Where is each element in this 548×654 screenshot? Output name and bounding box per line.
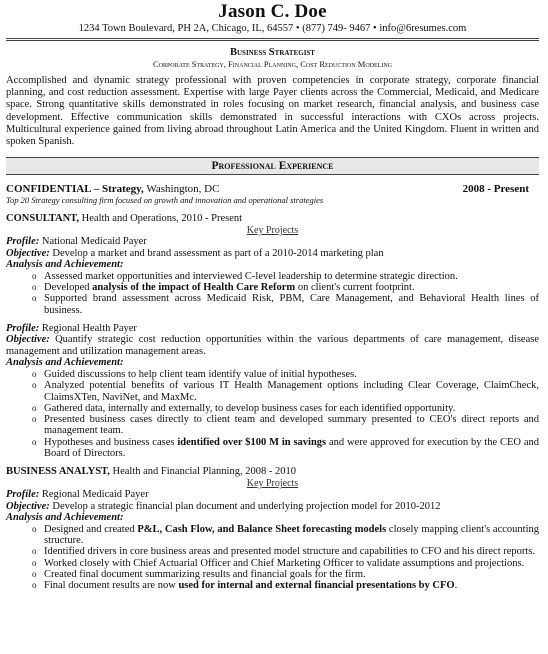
key-projects-label: Key Projects — [246, 225, 299, 237]
project-objective — [6, 334, 539, 357]
achievement-item — [32, 558, 539, 569]
role-title: CONSULTANT, — [6, 213, 80, 225]
company-name: CONFIDENTIAL – Strategy, — [6, 183, 144, 196]
profile-value: Regional Medicaid Payer — [39, 489, 149, 501]
achievement-item — [32, 271, 539, 282]
summary-paragraph: Accomplished and dynamic strategy professional with proven competencies in corporate strategy, corporate financial planning, and cost reduction assessment. Expertise with large Payer clients across the Commercial, Medicaid, and Medicare space. Strong quantitative skills demonstrated in roles focusing on market research, financial analysis, and business case development. Effective communication skills demonstrated in successful interactions with CXOs across projects. Multicultural experience gained from living abroad throughout Latin America and the United Kingdom. Fluent in written and spoken Spanish. — [6, 75, 539, 148]
company-tagline: Top 20 Strategy consulting firm focused on growth and innovation and operational strategies — [6, 195, 324, 206]
header-rule-double — [6, 40, 539, 41]
achievement-text: Identified drivers in core business areas and presented model structure and capabilities to CFO and his direct reports. — [44, 546, 536, 558]
role-header — [6, 213, 539, 225]
profile-label: Profile: — [6, 322, 40, 334]
achievement-highlight: identified over $100 M in savings — [177, 436, 327, 448]
achievement-text: Presented business cases directly to client team and developed summary presented to CEO's direct reports and management team. — [44, 414, 539, 437]
achievement-item — [32, 580, 539, 591]
achievement-highlight: analysis of the impact of Health Care Reform — [92, 282, 296, 294]
achievement-text: Assessed market opportunities and interviewed C-level leadership to determine strategic direction. — [44, 270, 458, 282]
project-profile — [6, 236, 539, 248]
achievement-text: Guided discussions to help client team identify value of initial hypotheses. — [44, 368, 357, 380]
achievement-text-end: and were approved for execution by the CEO and Board of Directors. — [44, 436, 539, 459]
profile-label: Profile: — [6, 489, 40, 501]
achievement-text: Worked closely with Chief Actuarial Officer and Chief Marketing Officer to validate assumptions and projections. — [44, 557, 525, 569]
company-header — [6, 183, 219, 195]
objective-label: Objective: — [6, 334, 50, 346]
profile-value: Regional Health Payer — [39, 322, 137, 334]
objective-value: Quantify strategic cost reduction opportunities within the various departments of care management, disease management and utilization management areas. — [6, 334, 539, 357]
company-row — [6, 183, 539, 195]
achievement-text-end: closely mapping client's accounting structure. — [44, 523, 539, 547]
achievement-item — [32, 414, 539, 437]
role-title: BUSINESS ANALYST, — [6, 466, 110, 478]
analysis-label: Analysis and Achievement: — [6, 512, 124, 524]
project-objective — [6, 248, 539, 260]
profile-label: Profile: — [6, 236, 40, 248]
role-detail: Health and Operations, 2010 - Present — [79, 213, 243, 225]
role-header — [6, 466, 539, 478]
candidate-name: Jason C. Doe — [218, 1, 327, 22]
achievement-item — [32, 369, 539, 380]
achievement-text: Developed — [44, 282, 93, 294]
objective-label: Objective: — [6, 500, 50, 512]
analysis-label: Analysis and Achievement: — [6, 259, 124, 271]
achievement-text: Supported brand assessment across Medicaid Risk, PBM, Care Management, and Behavioral Health lines of business. — [44, 293, 539, 316]
job-title: Business Strategist — [230, 47, 315, 58]
roles-container — [6, 213, 539, 591]
objective-label: Objective: — [6, 247, 50, 259]
header-rule — [6, 38, 539, 39]
achievement-list — [6, 369, 539, 459]
achievement-item — [32, 380, 539, 403]
achievement-text: Hypotheses and business cases — [44, 436, 178, 448]
achievement-text-end: on client's current footprint. — [295, 282, 415, 294]
contact-line: 1234 Town Boulevard, PH 2A, Chicago, IL, 64557 • (877) 749- 9467 • info@6resumes.com — [78, 23, 467, 34]
role-detail: Health and Financial Planning, 2008 - 2010 — [109, 466, 296, 478]
job-subtitle: Corporate Strategy, Financial Planning, Cost Reduction Modeling — [152, 59, 393, 69]
achievement-highlight: used for internal and external financial presentations by CFO — [178, 580, 455, 592]
achievement-text: Final document results are now — [44, 580, 179, 592]
company-location: Washington, DC — [143, 183, 220, 196]
project-spacer — [6, 316, 539, 323]
project-profile — [6, 489, 539, 501]
achievement-item — [32, 569, 539, 580]
achievement-item — [32, 293, 539, 316]
analysis-label: Analysis and Achievement: — [6, 357, 124, 369]
achievement-text: Designed and created — [44, 523, 138, 535]
objective-value: Develop a market and brand assessment as part of a 2010-2014 marketing plan — [49, 247, 384, 259]
achievement-list — [6, 524, 539, 592]
company-dates: 2008 - Present — [462, 183, 529, 196]
project-profile — [6, 323, 539, 335]
achievement-highlight: P&L, Cash Flow, and Balance Sheet forecasting models — [137, 523, 387, 535]
project-objective — [6, 501, 539, 513]
achievement-text-end: . — [454, 580, 458, 592]
key-projects-label: Key Projects — [246, 478, 299, 490]
achievement-item — [32, 437, 539, 460]
achievement-item — [32, 546, 539, 557]
achievement-item — [32, 524, 539, 547]
profile-value: National Medicaid Payer — [39, 236, 147, 248]
achievement-list — [6, 271, 539, 316]
section-heading-experience: Professional Experience — [6, 157, 539, 175]
achievement-item — [32, 282, 539, 293]
achievement-text: Analyzed potential benefits of various IT Health Management options including Clear Coverage, ClaimCheck, ClaimsXTen, NaviNet, and MaxMc. — [44, 380, 539, 403]
achievement-text: Created final document summarizing results and financial goals for the firm. — [44, 568, 366, 580]
achievement-item — [32, 403, 539, 414]
objective-value: Develop a strategic financial plan document and underlying projection model for 2010-2012 — [49, 500, 441, 512]
achievement-text: Gathered data, internally and externally, to develop business cases for each identified opportunity. — [44, 402, 456, 414]
